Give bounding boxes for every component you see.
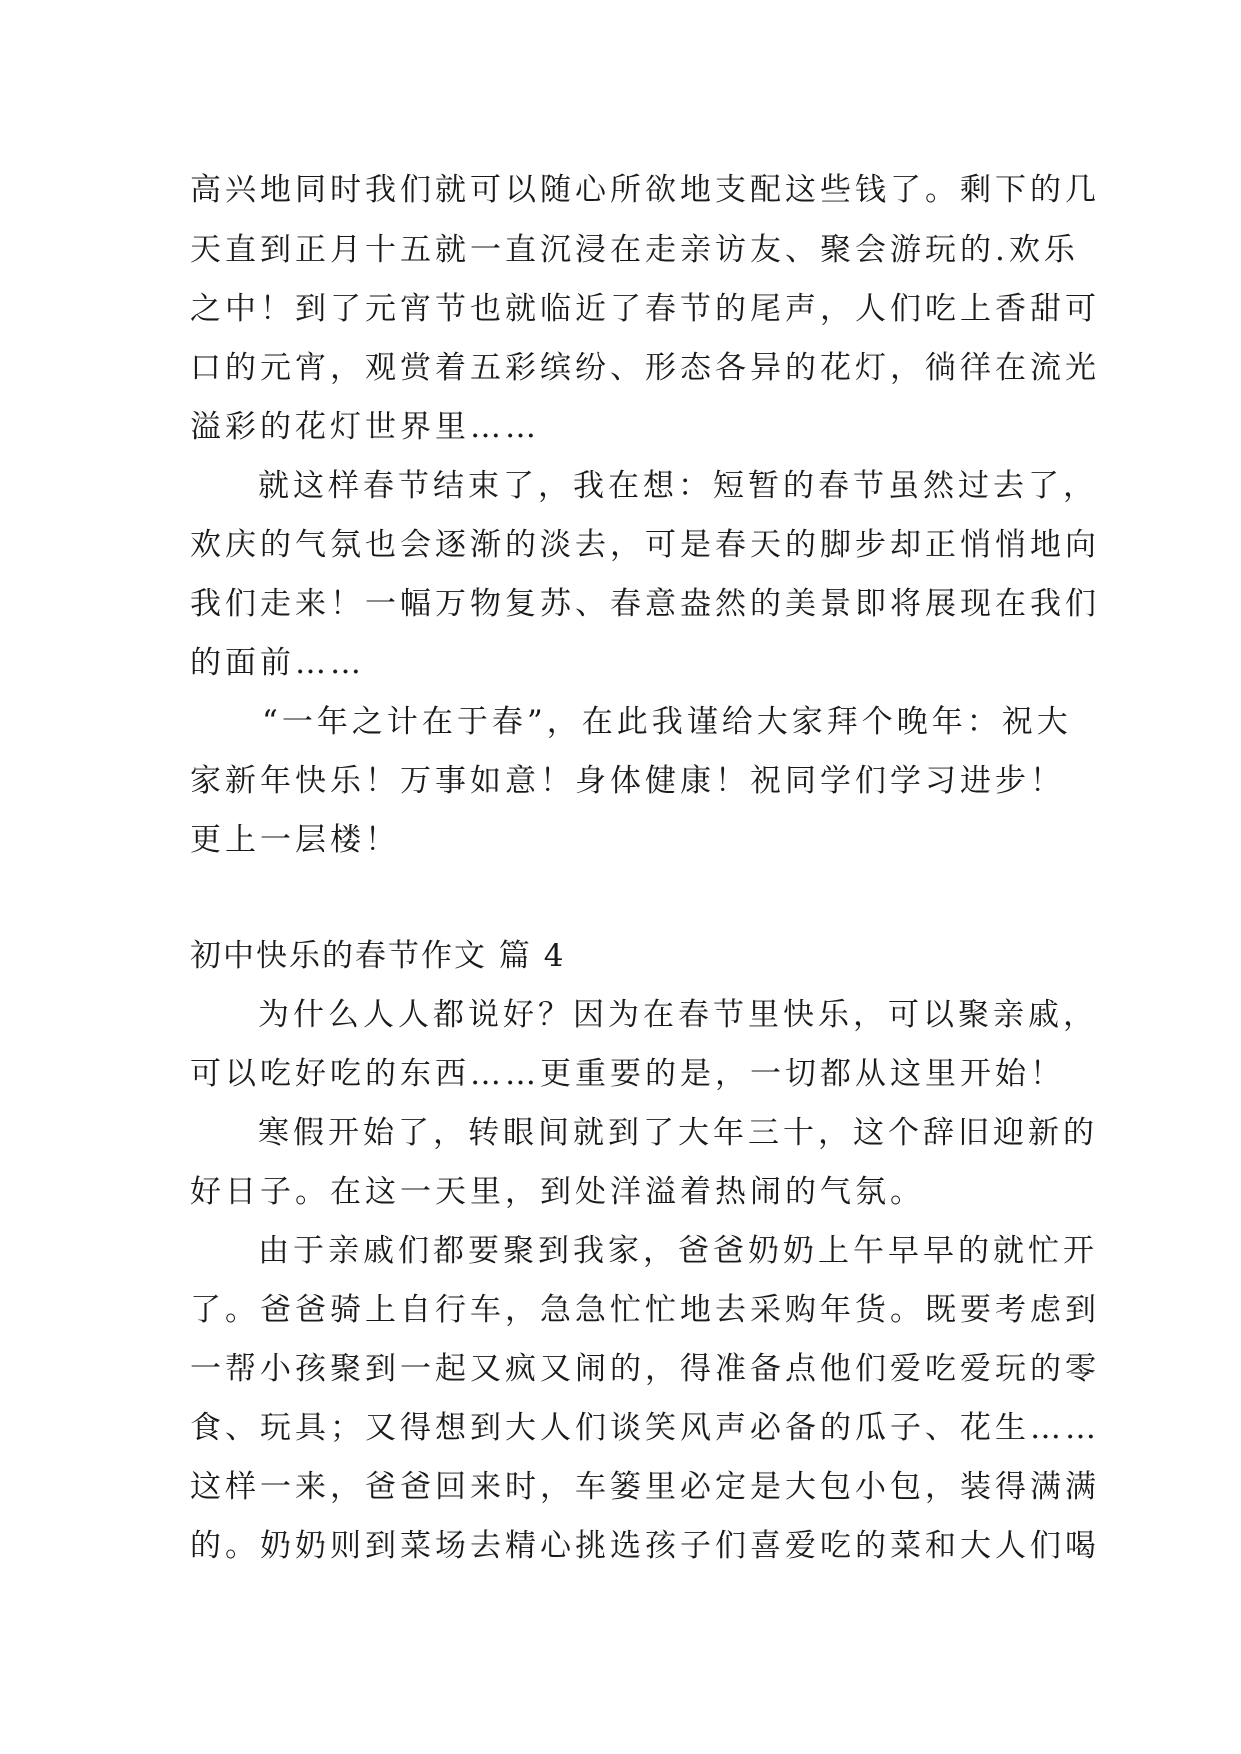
text-line: 一帮小孩聚到一起又疯又闹的，得准备点他们爱吃爱玩的零 [190, 1351, 1100, 1387]
text-line: 家新年快乐！万事如意！身体健康！祝同学们学习进步！ [190, 763, 1065, 799]
text-line: 了。爸爸骑上自行车，急急忙忙地去采购年货。既要考虑到 [190, 1292, 1100, 1328]
text-line: 之中！到了元宵节也就临近了春节的尾声，人们吃上香甜可 [190, 291, 1100, 327]
text-line: 口的元宵，观赏着五彩缤纷、形态各异的花灯，徜徉在流光 [190, 350, 1100, 386]
paragraph-start-line: 由于亲戚们都要聚到我家，爸爸奶奶上午早早的就忙开 [258, 1233, 1098, 1269]
text-line: 天直到正月十五就一直沉浸在走亲访友、聚会游玩的.欢乐 [190, 232, 1079, 268]
text-line: 可以吃好吃的东西……更重要的是，一切都从这里开始！ [190, 1056, 1065, 1092]
text-line: 欢庆的气氛也会逐渐的淡去，可是春天的脚步却正悄悄地向 [190, 527, 1100, 563]
text-line: 溢彩的花灯世界里…… [190, 409, 540, 445]
text-line: 的。奶奶则到菜场去精心挑选孩子们喜爱吃的菜和大人们喝 [190, 1528, 1100, 1564]
paragraph-start-line: 寒假开始了，转眼间就到了大年三十，这个辞旧迎新的 [258, 1115, 1098, 1151]
text-line: 这样一来，爸爸回来时，车篓里必定是大包小包，装得满满 [190, 1469, 1100, 1505]
text-line: 更上一层楼！ [190, 822, 400, 858]
text-line: 我们走来！一幅万物复苏、春意盎然的美景即将展现在我们 [190, 586, 1100, 622]
paragraph-start-line: 为什么人人都说好？因为在春节里快乐，可以聚亲戚， [258, 997, 1098, 1033]
text-line: 好日子。在这一天里，到处洋溢着热闹的气氛。 [190, 1174, 925, 1210]
text-line: 的面前…… [190, 645, 365, 681]
text-line: 食、玩具；又得想到大人们谈笑风声必备的瓜子、花生…… [190, 1410, 1100, 1446]
text-line: 高兴地同时我们就可以随心所欲地支配这些钱了。剩下的几 [190, 172, 1100, 208]
paragraph-start-line: 就这样春节结束了，我在想：短暂的春节虽然过去了， [258, 468, 1098, 504]
paragraph-start-line: “一年之计在于春”，在此我谨给大家拜个晚年：祝大 [262, 704, 1072, 740]
section-heading: 初中快乐的春节作文 篇 4 [190, 938, 566, 974]
